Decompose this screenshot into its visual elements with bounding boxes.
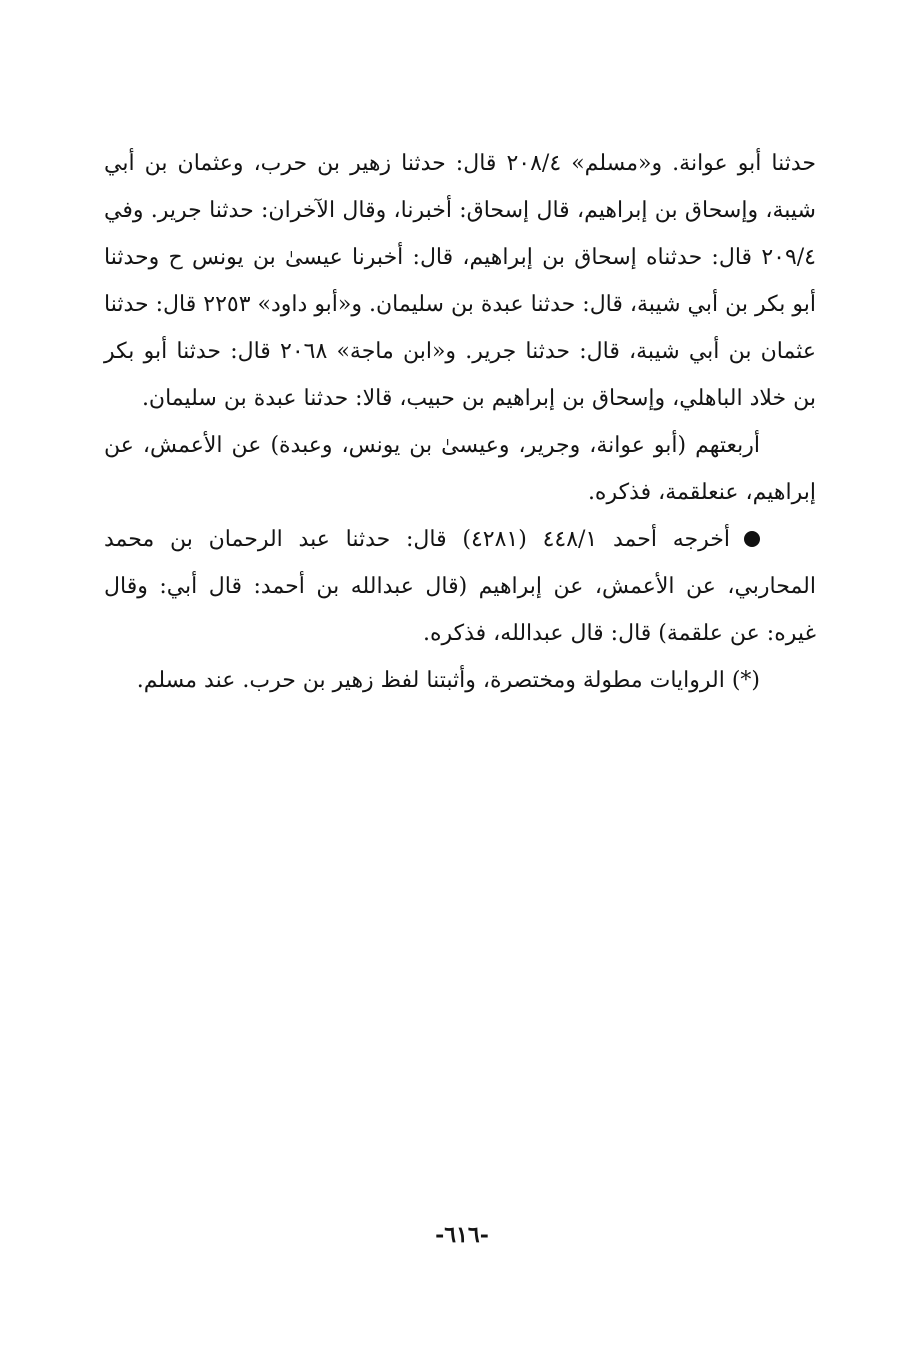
paragraph-footnote: (*) الروايات مطولة ومختصرة، وأثبتنا لفظ زهير بن حرب. عند مسلم. [136, 668, 760, 693]
page-number: -٦١٦- [435, 1222, 489, 1248]
body-text [104, 140, 816, 704]
paragraph-takhrij-sources: حدثنا أبو عوانة. و«مسلم» ٢٠٨/٤ قال: حدثنا زهير بن حرب، وعثمان بن أبي شيبة، وإسحاق بن إبراهيم، قال إسحاق: أخبرنا، وقال الآخران: حدثنا جرير. وفي ٢٠٩/٤ قال: حدثناه إسحاق بن إبراهيم، قال: أخبرنا عيسىٰ بن يونس ح وحدثنا أبو بكر بن أبي شيبة، قال: حدثنا عبدة بن سليمان. و«أبو داود» ٢٢٥٣ قال: حدثنا عثمان بن أبي شيبة، قال: حدثنا جرير. و«ابن ماجة» ٢٠٦٨ قال: حدثنا أبو بكر بن خلاد الباهلي، وإسحاق بن إبراهيم بن حبيب، قالا: حدثنا عبدة بن سليمان. [104, 151, 816, 411]
paragraph-ahmad-narration [104, 516, 816, 657]
paragraph-ahmad-narration-text: أخرجه أحمد ٤٤٨/١ (٤٢٨١) قال: حدثنا عبد الرحمان بن محمد المحاربي، عن الأعمش، عن إبراهيم (قال عبدالله بن أحمد: قال أبي: وقال غيره: عن علقمة) قال: قال عبدالله، فذكره. [104, 527, 816, 646]
paragraph-narrators-summary: أربعتهم (أبو عوانة، وجرير، وعيسىٰ بن يونس، وعبدة) عن الأعمش، عن إبراهيم، عنعلقمة، فذكره. [104, 433, 816, 505]
bullet-icon [744, 531, 760, 547]
